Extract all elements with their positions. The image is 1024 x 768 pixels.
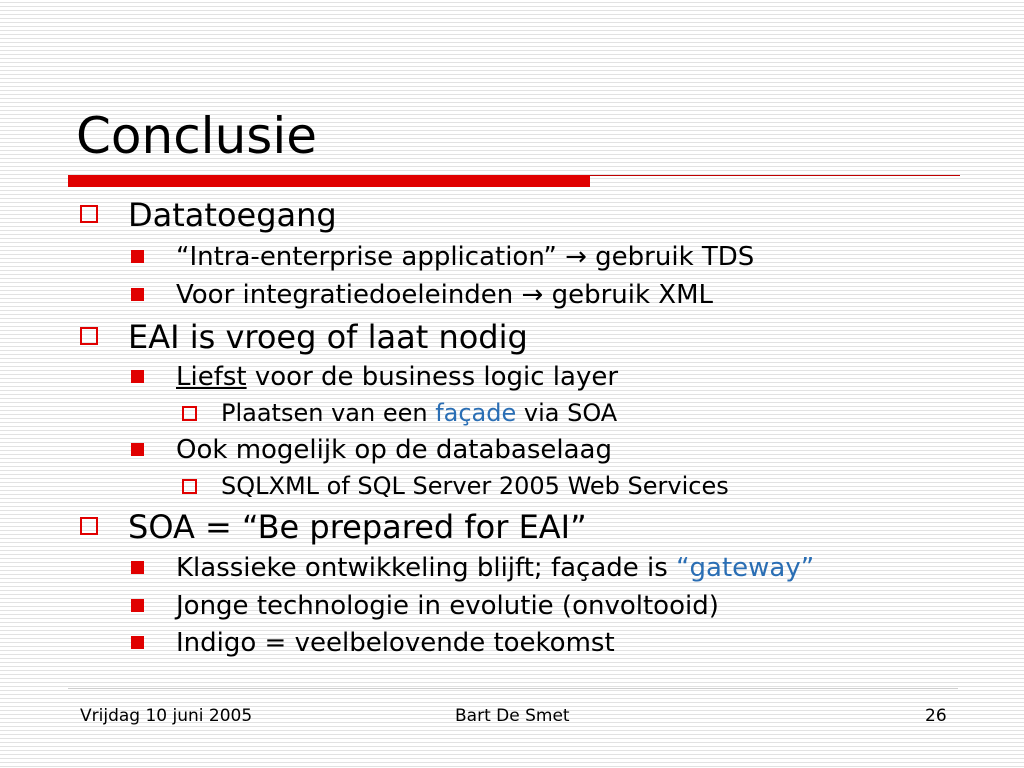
bullet-datatoegang (128, 195, 337, 235)
highlight-term: “gateway” (676, 553, 815, 583)
filled-square-bullet-icon (131, 599, 144, 612)
filled-square-bullet-icon (131, 443, 144, 456)
sub-bullet-indigo (176, 626, 615, 660)
hollow-square-bullet-icon (80, 327, 98, 345)
sub-bullet-klassieke (176, 551, 814, 585)
bullet-text: Voor integratiedoeleinden → gebruik XML (176, 280, 714, 310)
bullet-text: voor de business logic layer (246, 362, 619, 392)
hollow-square-bullet-icon (80, 517, 98, 535)
bullet-text: EAI is vroeg of laat nodig (128, 318, 528, 356)
filled-square-bullet-icon (131, 370, 144, 383)
bullet-text: Ook mogelijk op de databaselaag (176, 435, 612, 465)
bullet-eai (128, 317, 528, 357)
sub-bullet-intra-enterprise (176, 240, 754, 274)
sub-sub-bullet-facade (221, 398, 617, 428)
bullet-text: SQLXML of SQL Server 2005 Web Services (221, 472, 729, 500)
bullet-text: SOA = “Be prepared for EAI” (128, 508, 587, 546)
bullet-text: Jonge technologie in evolutie (onvoltooid) (176, 591, 719, 621)
hollow-square-bullet-icon (80, 205, 98, 223)
sub-bullet-databaselaag (176, 433, 612, 467)
sub-sub-bullet-sqlxml (221, 471, 729, 501)
bullet-text: Klassieke ontwikkeling blijft; façade is (176, 553, 677, 583)
bullet-text: “Intra-enterprise application” → gebruik TDS (176, 242, 755, 272)
slide-title: Conclusie (76, 107, 317, 165)
bullet-text: Plaatsen van een (221, 399, 436, 427)
sub-bullet-integratie (176, 278, 713, 312)
bullet-text: via SOA (516, 399, 618, 427)
filled-square-bullet-icon (131, 250, 144, 263)
bullet-soa (128, 507, 587, 547)
bullet-text: Indigo = veelbelovende toekomst (176, 628, 615, 658)
filled-square-bullet-icon (131, 288, 144, 301)
underlined-emphasis: Liefst (176, 362, 247, 392)
highlight-term: façade (435, 399, 517, 427)
filled-square-bullet-icon (131, 636, 144, 649)
hollow-square-bullet-icon (182, 406, 197, 421)
footer-divider (68, 688, 958, 689)
footer-page-number: 26 (925, 706, 947, 726)
bullet-text: Datatoegang (128, 196, 337, 234)
sub-bullet-jonge-technologie (176, 589, 719, 623)
hollow-square-bullet-icon (182, 479, 197, 494)
sub-bullet-liefst (176, 360, 618, 394)
filled-square-bullet-icon (131, 561, 144, 574)
footer-author: Bart De Smet (455, 706, 570, 726)
footer-date: Vrijdag 10 juni 2005 (80, 706, 253, 726)
